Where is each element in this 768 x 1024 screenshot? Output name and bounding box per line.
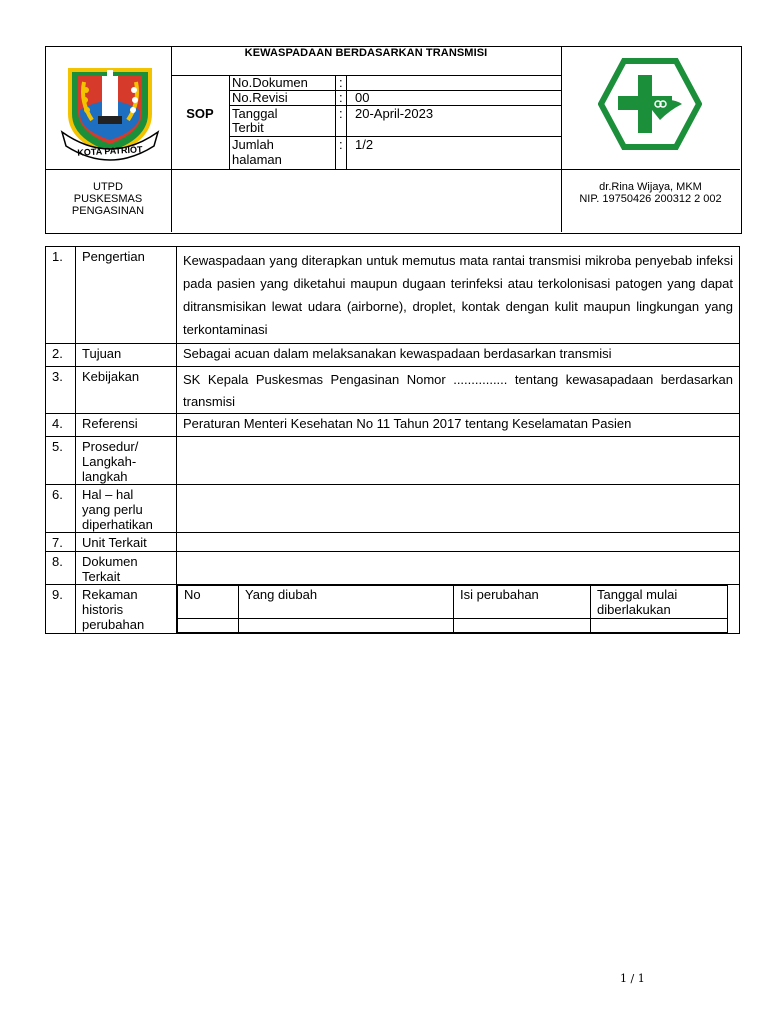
history-table (177, 585, 728, 633)
field-value-no-revisi: 00 (355, 90, 370, 105)
row-text: Peraturan Menteri Kesehatan No 11 Tahun 2017 tentang Keselamatan Pasien (177, 414, 740, 437)
field-label-no-revisi: No.Revisi (232, 90, 288, 105)
org-line-1: UTPD (93, 181, 123, 193)
header-hline (229, 136, 561, 137)
history-header-no: No (178, 586, 239, 619)
field-value-jumlah-halaman: 1/2 (355, 137, 374, 152)
field-label-halaman: halaman (232, 152, 282, 167)
row-text (177, 552, 740, 585)
row-label: Referensi (76, 414, 177, 437)
row-text: SK Kepala Puskesmas Pengasinan Nomor ............... tentang kewasapadaan berdasarkan transmisi (177, 367, 740, 414)
row-number: 2. (46, 344, 76, 367)
table-row (46, 533, 740, 552)
org-line-2: PUSKESMAS (73, 193, 143, 205)
table-row (46, 367, 740, 414)
field-colon: : (339, 106, 343, 121)
row-number: 9. (46, 585, 76, 634)
row-number: 8. (46, 552, 76, 585)
row-text (177, 533, 740, 552)
row-number: 3. (46, 367, 76, 414)
row-label: Unit Terkait (76, 533, 177, 552)
field-label-terbit: Terbit (232, 120, 264, 135)
field-colon: : (339, 90, 343, 105)
row-number: 7. (46, 533, 76, 552)
table-row (46, 485, 740, 533)
puskesmas-logo (598, 58, 702, 150)
signer-name: dr.Rina Wijaya, MKM (599, 181, 702, 193)
history-header-row (178, 586, 728, 619)
row-label: Dokumen Terkait (76, 552, 177, 585)
row-label: Hal – hal yang perlu diperhatikan (76, 485, 177, 533)
field-label-no-dokumen: No.Dokumen (232, 75, 308, 90)
field-label-jumlah: Jumlah (232, 137, 274, 152)
signer-nip: NIP. 19750426 200312 2 002 (579, 193, 722, 205)
history-header-date: Tanggal mulai diberlakukan (591, 586, 728, 619)
table-row (46, 552, 740, 585)
table-row (46, 344, 740, 367)
sop-label: SOP (186, 106, 214, 121)
row-text (177, 437, 740, 485)
row-text (177, 485, 740, 533)
emblem-ribbon-text: KOTA PATRIOT (77, 144, 143, 158)
sop-content-table (45, 246, 740, 634)
table-row (46, 247, 740, 344)
row-text: Kewaspadaan yang diterapkan untuk memutus mata rantai transmisi mikroba penyebab infeksi pada pasien yang diketahui maupun dugaan terinfeksi atau terkolonisasi patogen yang dapat ditransmisikan lewat udara (airborne), droplet, kontak dengan kulit maupun lingkungan yang terkontaminasi (177, 247, 740, 344)
row-label: Pengertian (76, 247, 177, 344)
row-label: Tujuan (76, 344, 177, 367)
table-row (46, 414, 740, 437)
header-hline (171, 75, 561, 76)
row-number: 4. (46, 414, 76, 437)
history-cell-empty (178, 619, 239, 633)
history-cell-empty (454, 619, 591, 633)
org-line-3: PENGASINAN (71, 205, 145, 217)
field-colon: : (339, 137, 343, 152)
city-emblem-logo (58, 62, 162, 162)
field-colon: : (339, 75, 343, 90)
row-label: Rekaman historis perubahan (76, 585, 177, 634)
field-value-tanggal-terbit: 20-April-2023 (355, 106, 434, 121)
table-row (46, 437, 740, 485)
row-label: Kebijakan (76, 367, 177, 414)
header-hline (45, 169, 740, 170)
history-header-content: Isi perubahan (454, 586, 591, 619)
history-cell-empty (239, 619, 454, 633)
header-divider-left (171, 46, 172, 232)
history-cell (177, 585, 740, 634)
row-number: 5. (46, 437, 76, 485)
table-row (46, 585, 740, 634)
history-cell-empty (591, 619, 728, 633)
document-title: KEWASPADAAN BERDASARKAN TRANSMISI (244, 47, 488, 59)
history-row (178, 619, 728, 633)
row-number: 1. (46, 247, 76, 344)
history-header-changed: Yang diubah (239, 586, 454, 619)
row-number: 6. (46, 485, 76, 533)
row-text: Sebagai acuan dalam melaksanakan kewaspadaan berdasarkan transmisi (177, 344, 740, 367)
page-number: 1 / 1 (620, 972, 645, 985)
row-label: Prosedur/ Langkah- langkah (76, 437, 177, 485)
field-label-tanggal: Tanggal (232, 106, 278, 121)
